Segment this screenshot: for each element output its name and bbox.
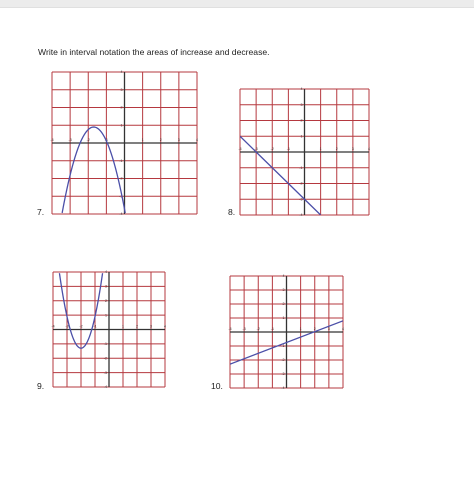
x-tick-label: 1: [319, 147, 322, 151]
y-tick-label: -4: [103, 385, 107, 390]
y-tick-label: 3: [120, 87, 123, 92]
x-tick-label: 2: [335, 147, 338, 151]
x-tick-label: 1: [141, 138, 144, 142]
y-tick-label: -1: [103, 342, 107, 347]
x-tick-label: -2: [256, 327, 260, 331]
graph-10: [228, 274, 344, 391]
x-tick-label: -3: [242, 327, 246, 331]
y-tick-label: 2: [105, 298, 107, 303]
x-tick-label: 1: [122, 324, 124, 329]
instructions-text: Write in interval notation the areas of increase and decrease.: [38, 47, 270, 57]
x-tick-label: -2: [79, 324, 83, 329]
y-tick-label: -3: [299, 197, 303, 202]
x-tick-label: -2: [270, 147, 274, 151]
y-tick-label: 2: [300, 118, 303, 123]
y-tick-label: -2: [299, 181, 303, 186]
y-tick-label: -3: [119, 194, 123, 199]
x-tick-label: -4: [51, 324, 55, 329]
y-tick-label: 2: [120, 105, 123, 110]
graph-9: [51, 270, 166, 390]
y-tick-label: 4: [120, 70, 123, 75]
x-tick-label: 2: [159, 138, 162, 142]
y-tick-label: -3: [281, 372, 285, 377]
y-tick-label: -1: [281, 344, 285, 349]
y-tick-label: -1: [119, 158, 123, 163]
x-tick-label: 4: [196, 138, 198, 142]
y-tick-label: -3: [103, 370, 107, 375]
x-tick-label: -4: [228, 327, 232, 331]
x-tick-label: -4: [50, 138, 54, 142]
problem-number-9: 9.: [37, 381, 45, 391]
x-tick-label: 2: [136, 324, 138, 329]
y-tick-label: -2: [281, 358, 285, 363]
x-tick-label: 3: [150, 324, 152, 329]
x-tick-label: -4: [238, 147, 242, 151]
y-tick-label: 1: [120, 123, 123, 128]
y-tick-label: 3: [300, 102, 303, 107]
x-tick-label: 4: [164, 324, 166, 329]
problem-number-10: 10.: [211, 381, 223, 391]
x-tick-label: 3: [351, 147, 354, 151]
x-tick-label: -1: [286, 147, 290, 151]
x-tick-label: 3: [177, 138, 180, 142]
y-tick-label: 2: [282, 302, 285, 307]
y-tick-label: 1: [300, 134, 303, 139]
y-tick-label: 3: [105, 284, 107, 289]
x-tick-label: 3: [327, 327, 330, 331]
y-tick-label: 3: [282, 288, 285, 293]
function-curve: [240, 136, 321, 218]
top-band: [0, 0, 474, 8]
x-tick-label: 1: [299, 327, 302, 331]
x-tick-label: -1: [270, 327, 274, 331]
y-tick-label: -4: [119, 212, 123, 217]
y-tick-label: -4: [281, 386, 285, 391]
problem-number-7: 7.: [37, 207, 45, 217]
y-tick-label: -2: [103, 356, 107, 361]
x-tick-label: 4: [368, 147, 370, 151]
x-tick-label: 2: [313, 327, 316, 331]
y-tick-label: 4: [300, 87, 303, 92]
x-tick-label: 4: [342, 327, 344, 331]
y-tick-label: -4: [299, 213, 303, 218]
graph-7: [50, 70, 198, 217]
x-tick-label: -1: [93, 324, 97, 329]
problem-number-8: 8.: [228, 207, 236, 217]
y-tick-label: 1: [282, 316, 285, 321]
x-tick-label: -3: [254, 147, 258, 151]
y-tick-label: -2: [119, 176, 123, 181]
x-tick-label: -1: [104, 138, 108, 142]
x-tick-label: -3: [65, 324, 69, 329]
x-tick-label: -3: [68, 138, 72, 142]
x-tick-label: -2: [86, 138, 90, 142]
y-tick-label: 4: [105, 270, 107, 275]
y-tick-label: 1: [105, 313, 107, 318]
y-tick-label: -1: [299, 165, 303, 170]
y-tick-label: 4: [282, 274, 285, 279]
graph-8: [238, 87, 370, 218]
